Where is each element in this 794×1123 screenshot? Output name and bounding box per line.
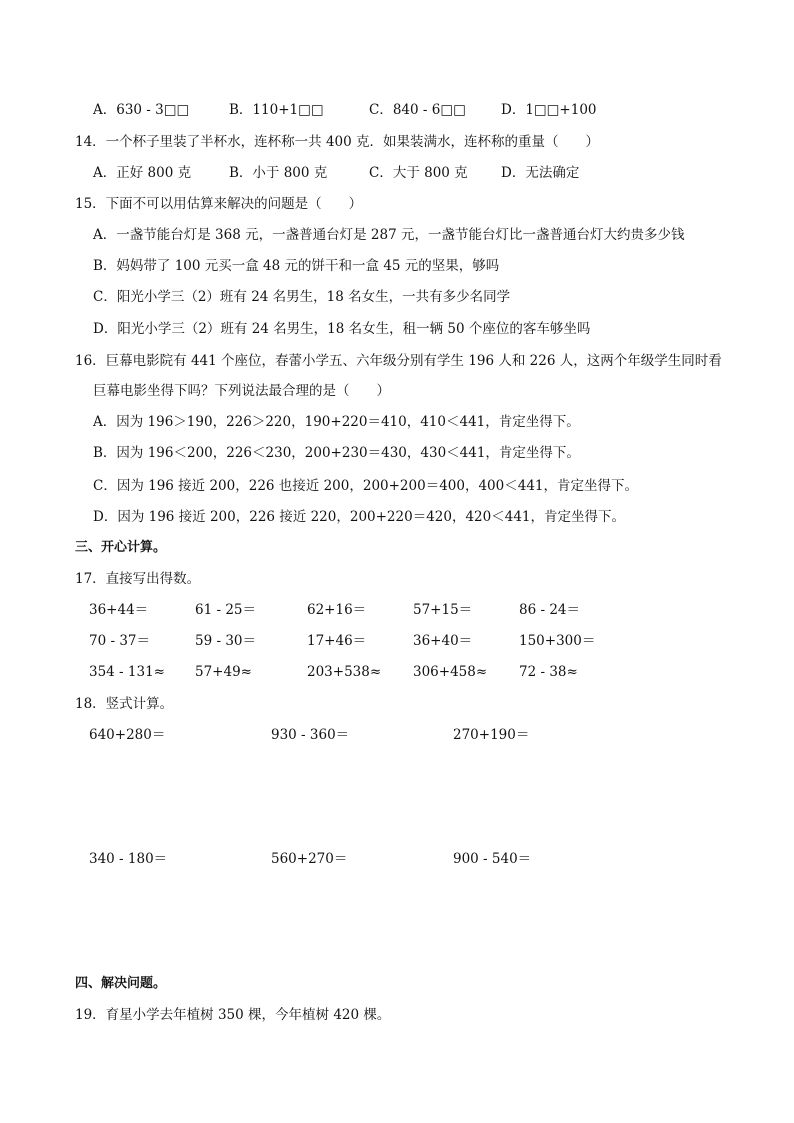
q14-stem: 14．一个杯子里装了半杯水，连杯称一共 400 克．如果装满水，连杯称的重量（ ） (75, 134, 600, 150)
q18-item: 900 - 540＝ (453, 851, 532, 867)
q17-item: 70 - 37＝ (89, 633, 151, 649)
q17-item: 59 - 30＝ (195, 633, 257, 649)
q17-item: 57+49≈ (195, 664, 252, 680)
q17-item: 354 - 131≈ (89, 664, 165, 680)
q17-item: 72 - 38≈ (519, 664, 578, 680)
q15-option-a: A．一盏节能台灯是 368 元，一盏普通台灯是 287 元，一盏节能台灯比一盏普通台灯大约贵多少钱 (93, 227, 685, 243)
q13-option-a: A．630 - 3□□ (93, 102, 190, 118)
q17-item: 306+458≈ (413, 664, 488, 680)
q17-item: 62+16＝ (307, 602, 367, 618)
q14-option-d: D．无法确定 (501, 165, 580, 181)
q16-stem-line1: 16．巨幕电影院有 441 个座位，春蕾小学五、六年级分别有学生 196 人和 226 人，这两个年级学生同时看 (75, 353, 722, 369)
q16-option-a: A．因为 196＞190，226＞220，190+220＝410，410＜441，肯定坐得下。 (93, 414, 580, 430)
q18-item: 930 - 360＝ (271, 727, 350, 743)
q16-option-c: C．因为 196 接近 200，226 也接近 200，200+200＝400，400＜441，肯定坐得下。 (93, 478, 639, 494)
q18-stem: 18．竖式计算。 (75, 696, 174, 712)
section4-title: 四、解决问题。 (75, 976, 167, 991)
q15-option-b: B．妈妈带了 100 元买一盒 48 元的饼干和一盒 45 元的坚果，够吗 (93, 258, 500, 274)
q17-item: 57+15＝ (413, 602, 473, 618)
q15-option-d: D．阳光小学三（2）班有 24 名男生，18 名女生，租一辆 50 个座位的客车够坐吗 (93, 321, 591, 337)
q17-item: 36+44＝ (89, 602, 149, 618)
q16-stem-line2: 巨幕电影坐得下吗？下列说法最合理的是（ ） (93, 383, 390, 399)
q18-item: 560+270＝ (271, 851, 348, 867)
q17-item: 86 - 24＝ (519, 602, 581, 618)
q14-option-c: C．大于 800 克 (369, 165, 468, 181)
q18-item: 340 - 180＝ (89, 851, 168, 867)
q13-option-b: B．110+1□□ (229, 102, 324, 118)
q19-stem: 19．育星小学去年植树 350 棵，今年植树 420 棵。 (75, 1007, 391, 1023)
q16-option-b: B．因为 196＜200，226＜230，200+230＝430，430＜441，肯定坐得下。 (93, 445, 580, 461)
q17-item: 203+538≈ (307, 664, 382, 680)
section3-title: 三、开心计算。 (75, 540, 167, 555)
q15-option-c: C．阳光小学三（2）班有 24 名男生，18 名女生，一共有多少名同学 (93, 289, 511, 305)
q18-item: 270+190＝ (453, 727, 530, 743)
q13-option-d: D．1□□+100 (501, 102, 597, 118)
q13-option-c: C．840 - 6□□ (369, 102, 466, 118)
q15-stem: 15．下面不可以用估算来解决的问题是（ ） (75, 196, 363, 212)
q17-stem: 17．直接写出得数。 (75, 571, 201, 587)
q14-option-a: A．正好 800 克 (93, 165, 192, 181)
q17-item: 150+300＝ (519, 633, 596, 649)
q17-item: 17+46＝ (307, 633, 367, 649)
q18-item: 640+280＝ (89, 727, 166, 743)
q16-option-d: D．因为 196 接近 200，226 接近 220，200+220＝420，420＜441，肯定坐得下。 (93, 509, 625, 525)
q14-option-b: B．小于 800 克 (229, 165, 328, 181)
q17-item: 36+40＝ (413, 633, 473, 649)
q17-item: 61 - 25＝ (195, 602, 257, 618)
